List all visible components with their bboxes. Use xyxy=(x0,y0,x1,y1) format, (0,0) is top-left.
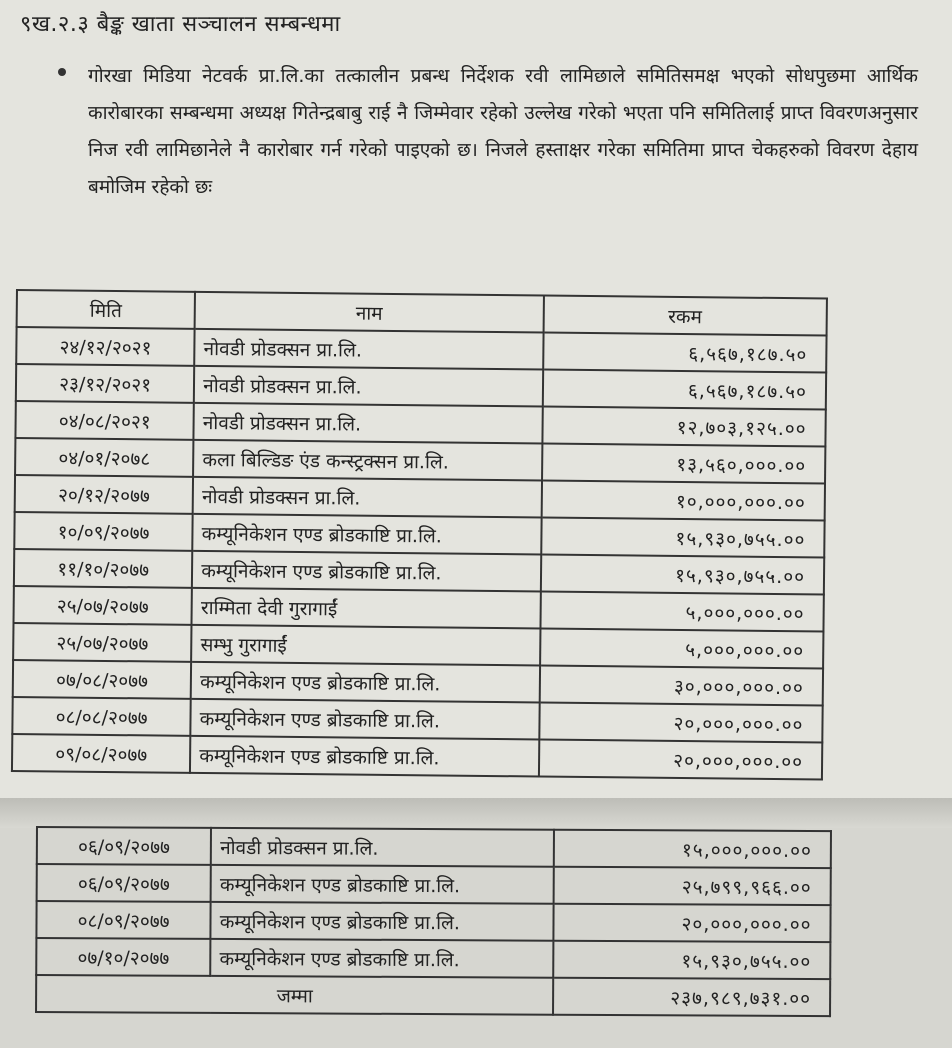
table-row xyxy=(12,734,822,779)
row-date: १०/०९/२०७७ xyxy=(14,512,193,551)
row-date: ०९/०८/२०७७ xyxy=(12,734,191,773)
row-name: कम्यूनिकेशन एण्ड ब्रोडकाष्टि प्रा.लि. xyxy=(210,939,553,978)
row-date: २०/१२/२०७७ xyxy=(15,475,194,514)
intro-paragraph: गोरखा मिडिया नेटवर्क प्रा.लि.का तत्कालीन प्रबन्ध निर्देशक रवी लामिछाले समितिसमक्ष भएको सोधपुछमा आर्थिक कारोबारका सम्बन्धमा अध्यक्ष गितेन्द्रबाबु राई नै जिम्मेवार रहेको उल्लेख गरेको भएता पनि समितिलाई प्राप्त विवरणअनुसार निज रवी लामिछानेले नै कारोबार गर्न गरेको पाइएको छ। निजले हस्ताक्षर गरेका समितिमा प्राप्त चेकहरुको विवरण देहाय बमोजिम रहेको छः xyxy=(88,65,918,198)
total-amount: २३७,९८९,७३१.०० xyxy=(553,978,830,1016)
row-name: नोवडी प्रोडक्सन प्रा.लि. xyxy=(193,477,542,518)
total-row xyxy=(36,975,830,1016)
row-name: नोवडी प्रोडक्सन प्रा.लि. xyxy=(211,828,554,867)
row-amount: २०,०००,०००.०० xyxy=(539,703,823,743)
section-heading: ९ख.२.३ बैङ्क खाता सञ्चालन सम्बन्धमा xyxy=(20,12,341,37)
row-amount: ६,५६७,१८७.५० xyxy=(542,370,826,410)
row-date: ०६/०९/२०७७ xyxy=(37,864,211,902)
row-name: सम्भु गुरागाईं xyxy=(191,625,540,666)
row-amount: १५,९३०,७५५.०० xyxy=(541,518,825,558)
row-name: कम्यूनिकेशन एण्ड ब्रोडकाष्टि प्रा.लि. xyxy=(192,514,541,555)
row-name: राम्मिता देवी गुरागाईं xyxy=(192,588,541,629)
row-name: कम्यूनिकेशन एण्ड ब्रोडकाष्टि प्रा.लि. xyxy=(211,902,554,941)
row-amount: १२,७०३,१२५.०० xyxy=(542,407,826,447)
row-name: नोवडी प्रोडक्सन प्रा.लि. xyxy=(194,403,543,444)
cheque-table-part2 xyxy=(35,826,832,1017)
cheque-table-part1 xyxy=(11,289,828,780)
row-date: ०६/०९/२०७७ xyxy=(37,827,211,865)
row-date: ०७/०८/२०७७ xyxy=(13,660,192,699)
row-date: २५/०७/२०७७ xyxy=(13,623,192,662)
row-amount: ३०,०००,०००.०० xyxy=(539,666,823,706)
row-date: ०७/१०/२०७७ xyxy=(36,938,210,976)
table-row xyxy=(36,938,830,979)
row-amount: १५,९३०,७५५.०० xyxy=(541,555,825,595)
table-row xyxy=(37,864,831,905)
page-fold-shadow xyxy=(0,798,952,828)
row-name: कम्यूनिकेशन एण्ड ब्रोडकाष्टि प्रा.लि. xyxy=(191,662,540,703)
row-date: ०४/०१/२०७८ xyxy=(15,438,194,477)
row-amount: २०,०००,०००.०० xyxy=(539,740,823,780)
row-name: नोवडी प्रोडक्सन प्रा.लि. xyxy=(194,329,543,370)
row-amount: ६,५६७,१८७.५० xyxy=(543,333,827,373)
row-date: ०८/०८/२०७७ xyxy=(12,697,191,736)
row-name: कम्यूनिकेशन एण्ड ब्रोडकाष्टि प्रा.लि. xyxy=(191,699,540,740)
bullet-icon xyxy=(58,68,66,76)
total-label: जम्मा xyxy=(36,975,553,1015)
row-name: कम्यूनिकेशन एण्ड ब्रोडकाष्टि प्रा.लि. xyxy=(190,736,539,777)
row-name: कम्यूनिकेशन एण्ड ब्रोडकाष्टि प्रा.लि. xyxy=(192,551,541,592)
row-amount: २०,०००,०००.०० xyxy=(554,904,831,942)
row-name: कम्यूनिकेशन एण्ड ब्रोडकाष्टि प्रा.लि. xyxy=(211,865,554,904)
row-amount: १०,०००,०००.०० xyxy=(541,481,825,521)
row-date: २५/०७/२०७७ xyxy=(14,586,193,625)
header-date: मिति xyxy=(17,290,196,329)
header-amount: रकम xyxy=(543,296,827,336)
row-amount: २५,७९९,९६६.०० xyxy=(554,867,831,905)
row-amount: ५,०००,०००.०० xyxy=(540,629,824,669)
row-date: २३/१२/२०२१ xyxy=(16,364,195,403)
row-amount: १३,५६०,०००.०० xyxy=(542,444,826,484)
table-row xyxy=(36,901,830,942)
row-name: कला बिल्डिङ एंड कन्स्ट्रक्सन प्रा.लि. xyxy=(193,440,542,481)
row-date: २४/१२/२०२१ xyxy=(16,327,195,366)
row-name: नोवडी प्रोडक्सन प्रा.लि. xyxy=(194,366,543,407)
row-amount: १५,९३०,७५५.०० xyxy=(553,941,830,979)
row-date: ११/१०/२०७७ xyxy=(14,549,193,588)
header-name: नाम xyxy=(195,292,544,333)
row-amount: ५,०००,०००.०० xyxy=(540,592,824,632)
table-row xyxy=(37,827,831,868)
row-date: ०४/०८/२०२१ xyxy=(15,401,194,440)
row-date: ०८/०९/२०७७ xyxy=(36,901,210,939)
row-amount: १५,०००,०००.०० xyxy=(554,830,831,868)
